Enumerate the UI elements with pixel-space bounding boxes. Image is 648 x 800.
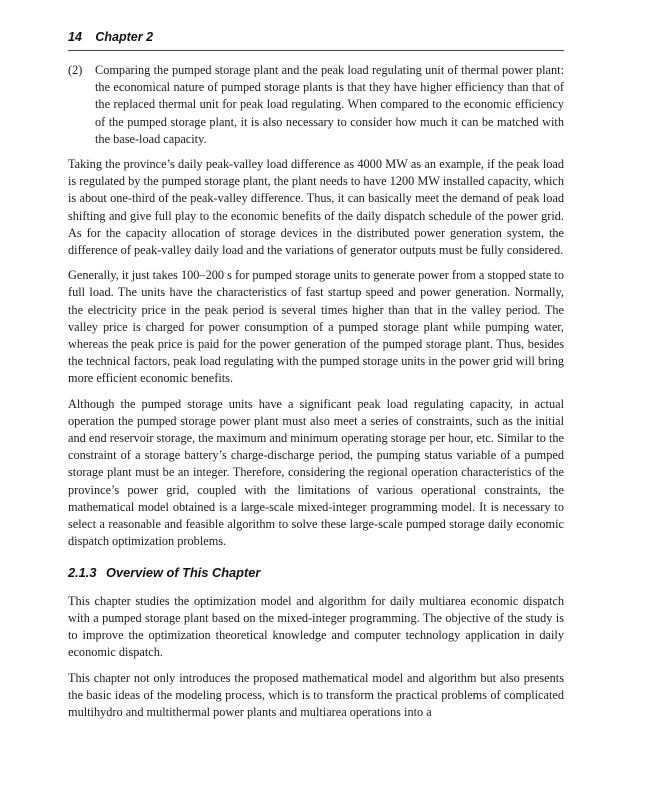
body-text (68, 62, 564, 729)
paragraph: Generally, it just takes 100–200 s for pumped storage units to generate power from a stopped state to full load. The units have the characteristics of fast startup speed and power generation. Normally, the electricity price in the peak period is several times higher than that in the valley period. The valley price is charged for power consumption of a pumped storage plant while pumping water, whereas the peak price is paid for the power generation of the pumped storage plant. Thus, besides the technical factors, peak load regulating with the pumped storage units in the power grid will bring more efficient economic benefits. (68, 268, 564, 386)
paragraph: Although the pumped storage units have a significant peak load regulating capacity, in actual operation the pumped storage power plant must also meet a series of constraints, such as the initial and end reservoir storage, the maximum and minimum operating storage per hour, etc. Similar to the constraint of a storage battery’s charge-discharge period, the pumping status variable of a pumped storage plant must be an integer. Therefore, considering the regional operation characteristics of the province’s power grid, coupled with the limitations of various operational constraints, the mathematical model obtained is a large-scale mixed-integer programming model. It is necessary to select a reasonable and feasible algorithm to solve these large-scale pumped storage daily economic dispatch optimization problems. (68, 396, 564, 549)
list-marker: (2) (68, 63, 83, 77)
running-head (68, 30, 564, 44)
section-number: 2.1.3 (68, 565, 97, 581)
page-number: 14 (68, 30, 82, 44)
header-rule (68, 50, 564, 51)
paragraph: Taking the province’s daily peak-valley load difference as 4000 MW as an example, if the peak load is regulated by the pumped storage plant, the plant needs to have 1200 MW installed capacity, which is about one-third of the peak-valley difference. Thus, it can basically meet the demand of peak load shifting and give full play to the economic benefits of the daily dispatch schedule of the power grid. As for the capacity allocation of storage devices in the distributed power generation system, the difference of peak-valley daily load and the variations of generator outputs must be fully considered. (68, 157, 564, 258)
section-title: Overview of This Chapter (106, 565, 261, 581)
paragraph: This chapter studies the optimization model and algorithm for daily multiarea economic dispatch with a pumped storage plant based on the mixed-integer programming. The objective of the study is to improve the optimization theoretical knowledge and computer technology application in daily economic dispatch. (68, 593, 564, 660)
chapter-label: Chapter 2 (95, 30, 154, 44)
list-item (68, 62, 564, 148)
paragraph: This chapter not only introduces the proposed mathematical model and algorithm but also presents the basic ideas of the modeling process, which is to transform the practical problems of complicated multihydro and multithermal power plants and multiarea operations into a (68, 670, 564, 719)
section-heading (68, 564, 564, 581)
list-item-text: Comparing the pumped storage plant and the peak load regulating unit of thermal power plant: the economical nature of pumped storage plants is that they have higher efficiency than that of the replaced thermal unit for peak load regulating. When compared to the economic efficiency of the pumped storage plant, it is also necessary to consider how much it can be matched with the base-load capacity. (95, 63, 564, 146)
